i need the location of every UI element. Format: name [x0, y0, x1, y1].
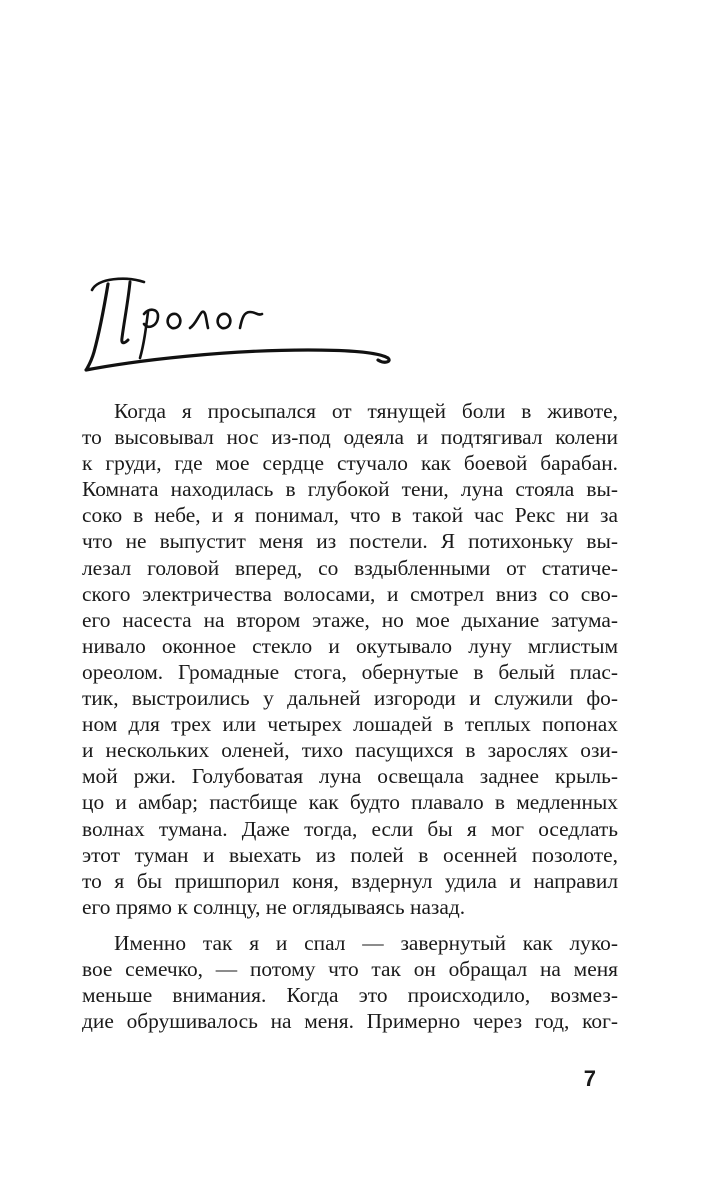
paragraph-1: [82, 398, 618, 920]
text-line: вое семечко, — потому что так он обращал на меня: [82, 956, 618, 981]
paragraph-gap: [82, 920, 618, 930]
text-line: волнах тумана. Даже тогда, если бы я мог оседлать: [82, 816, 618, 841]
text-line: тик, выстроились у дальней изгороди и служили фо-: [82, 686, 618, 711]
text-line: его насеста на втором этаже, но мое дыхание затума-: [82, 607, 618, 632]
text-line: ореолом. Громадные стога, обернутые в белый плас-: [82, 659, 618, 684]
text-line: Именно так я и спал — завернутый как луко-: [114, 930, 618, 955]
text-line: к груди, где мое сердце стучало как боевой барабан.: [82, 451, 618, 476]
text-line: то высовывал нос из-под одеяла и подтягивал колени: [82, 425, 618, 450]
text-line: соко в небе, и я понимал, что в такой час Рекс ни за: [82, 503, 618, 528]
page-number: 7: [583, 1066, 596, 1091]
chapter-title: [78, 268, 398, 380]
text-line: лезал головой вперед, со вздыбленными от статиче-: [82, 555, 618, 580]
text-line: то я бы пришпорил коня, вздернул удила и направил: [82, 868, 618, 893]
text-line: дие обрушивалось на меня. Примерно через год, ког-: [82, 1009, 618, 1034]
text-line: этот туман и выехать из полей в осенней позолоте,: [82, 842, 618, 867]
text-line: ского электричества волосами, и смотрел вниз со сво-: [82, 581, 618, 606]
text-line: его прямо к солнцу, не оглядываясь назад.: [82, 894, 466, 919]
body-text: [82, 398, 618, 1034]
paragraph-2: [82, 930, 618, 1034]
text-line: Когда я просыпался от тянущей боли в животе,: [114, 399, 618, 423]
text-line: что не выпустит меня из постели. Я потихоньку вы-: [82, 529, 618, 554]
text-line: цо и амбар; пастбище как будто плавало в медленных: [82, 790, 618, 815]
text-line: мой ржи. Голубоватая луна освещала заднее крыль-: [82, 764, 618, 789]
chapter-title-calligraphy: [78, 268, 398, 380]
text-line: ном для трех или четырех лошадей в теплых попонах: [82, 712, 618, 737]
text-line: Комната находилась в глубокой тени, луна стояла вы-: [82, 477, 618, 502]
text-line: меньше внимания. Когда это происходило, возмез-: [82, 983, 618, 1008]
text-line: и нескольких оленей, тихо пасущихся в зарослях ози-: [82, 738, 618, 763]
text-line: нивало оконное стекло и окутывало луну мглистым: [82, 633, 618, 658]
